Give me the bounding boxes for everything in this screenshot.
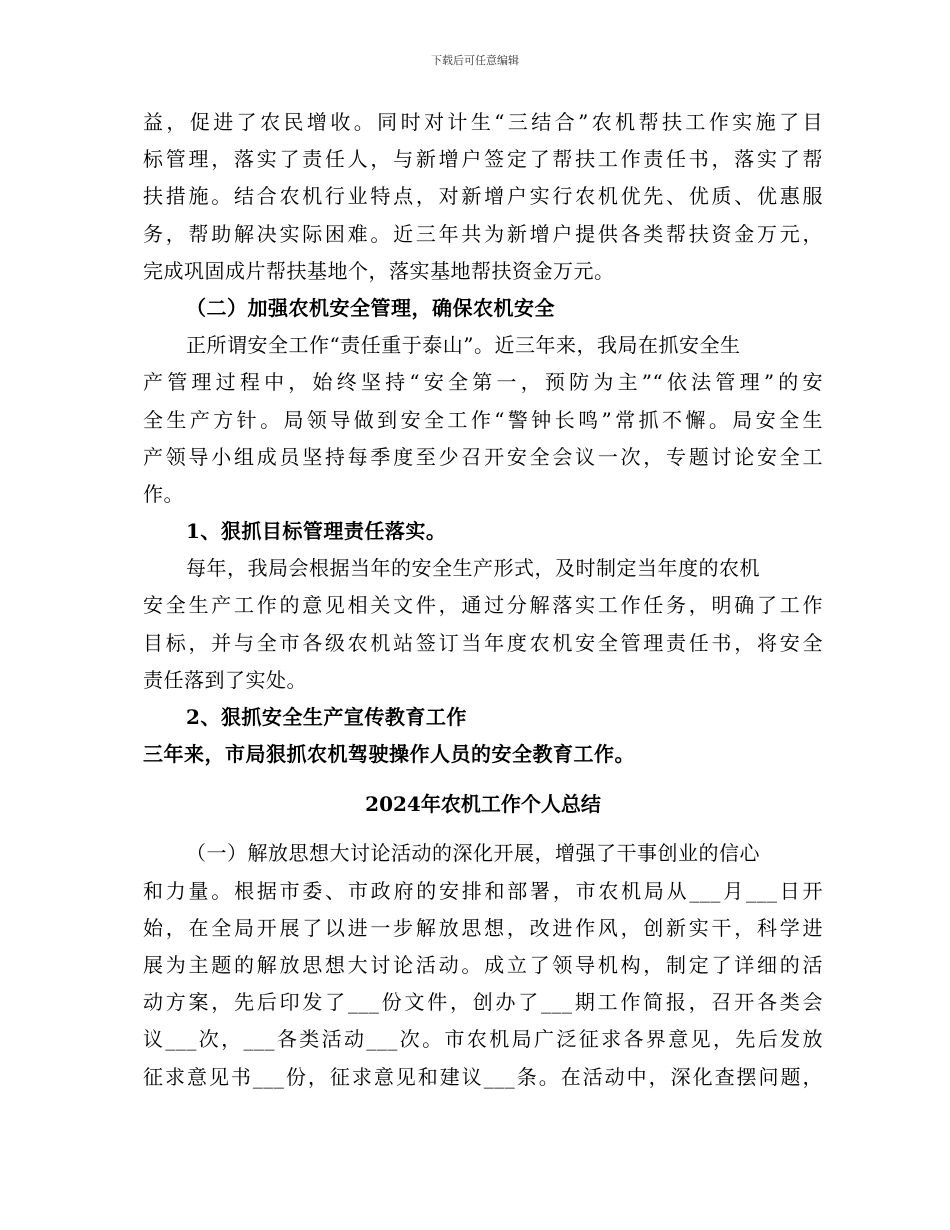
paragraph-line: 和力量。根据市委、市政府的安排和部署，市农机局从___月___日开 [143, 878, 823, 903]
page-header-note: 下载后可任意编辑 [431, 54, 519, 67]
paragraph-line: 产领导小组成员坚持每季度至少召开安全会议一次，专题讨论安全工 [143, 444, 823, 469]
paragraph-line: 责任落到了实处。 [143, 667, 307, 692]
paragraph-line: （一）解放思想大讨论活动的深化开展，增强了干事创业的信心 [186, 841, 760, 866]
subsection-heading: 1、狠抓目标管理责任落实。 [186, 519, 447, 544]
section-heading: （二）加强农机安全管理，确保农机安全 [186, 295, 555, 320]
paragraph-line: 扶措施。结合农机行业特点，对新增户实行农机优先、优质、优惠服 [143, 184, 823, 209]
subsection-heading: 2、狠抓安全生产宣传教育工作 [186, 705, 467, 729]
paragraph-line: 展为主题的解放思想大讨论活动。成立了领导机构，制定了详细的活 [143, 952, 823, 977]
bold-paragraph: 三年来，市局狠抓农机驾驶操作人员的安全教育工作。 [143, 742, 635, 767]
paragraph-line: 目标，并与全市各级农机站签订当年度农机安全管理责任书，将安全 [143, 630, 823, 655]
document-body [143, 104, 823, 1096]
paragraph-line: 征求意见书___份，征求意见和建议___条。在活动中，深化查摆问题， [143, 1064, 823, 1089]
paragraph-line: 安全生产工作的意见相关文件，通过分解落实工作任务，明确了工作 [143, 593, 823, 618]
document-title: 2024年农机工作个人总结 [365, 792, 601, 817]
paragraph-line: 始，在全局开展了以进一步解放思想，改进作风，创新实干，科学进 [143, 915, 823, 940]
paragraph-line: 议___次，___各类活动___次。市农机局广泛征求各界意见，先后发放 [143, 1027, 823, 1052]
paragraph-line: 动方案，先后印发了___份文件，创办了___期工作简报，召开各类会 [143, 990, 823, 1015]
paragraph-line: 益，促进了农民增收。同时对计生“三结合”农机帮扶工作实施了目 [143, 110, 823, 134]
section-spacer [143, 825, 823, 835]
paragraph-line: 标管理，落实了责任人，与新增户签定了帮扶工作责任书，落实了帮 [143, 147, 823, 172]
paragraph-line: 全生产方针。局领导做到安全工作“警钟长鸣”常抓不懈。局安全生 [143, 407, 823, 432]
paragraph-line: 完成巩固成片帮扶基地个，落实基地帮扶资金万元。 [143, 258, 615, 283]
paragraph-line: 作。 [143, 481, 184, 506]
section-spacer [143, 773, 823, 783]
paragraph-line: 务，帮助解决实际困难。近三年共为新增户提供各类帮扶资金万元， [143, 221, 823, 246]
paragraph-line: 正所谓安全工作“责任重于泰山”。近三年来，我局在抓安全生 [186, 333, 741, 358]
paragraph-line: 产管理过程中，始终坚持“安全第一，预防为主”“依法管理”的安 [143, 370, 823, 395]
paragraph-line: 每年，我局会根据当年的安全生产形式，及时制定当年度的农机 [186, 556, 760, 581]
